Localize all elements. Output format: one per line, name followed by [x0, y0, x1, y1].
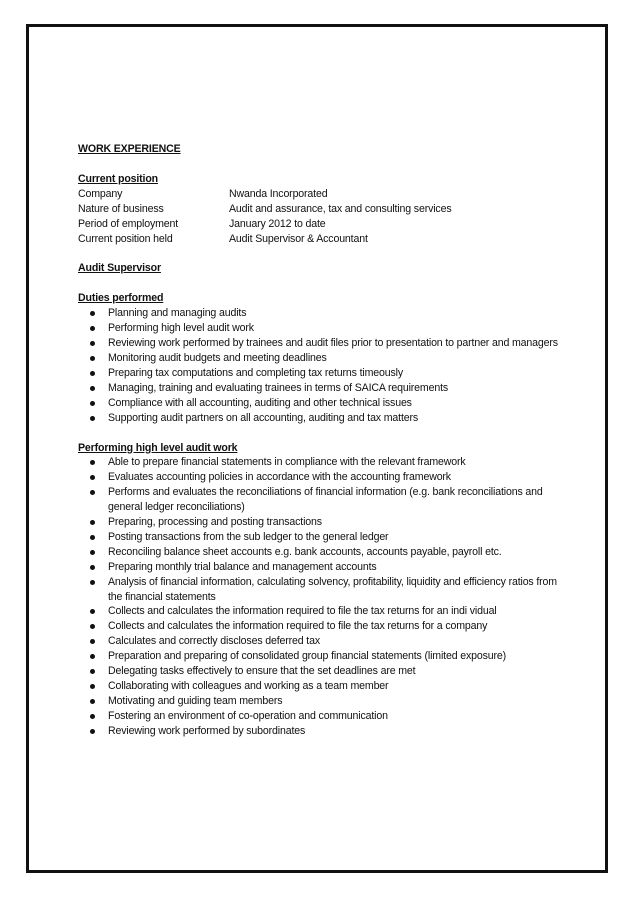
high-level-heading: Performing high level audit work	[78, 441, 238, 454]
list-item: Compliance with all accounting, auditing and other technical issues	[78, 396, 558, 411]
bullet-icon	[90, 654, 95, 659]
bullet-icon	[90, 624, 95, 629]
bullet-icon	[90, 341, 95, 346]
list-item: Reviewing work performed by subordinates	[78, 724, 558, 739]
list-item: Managing, training and evaluating trainees in terms of SAICA requirements	[78, 381, 558, 396]
list-item: Planning and managing audits	[78, 306, 558, 321]
bullet-icon	[90, 639, 95, 644]
bullet-icon	[90, 490, 95, 495]
list-item: Evaluates accounting policies in accordance with the accounting framework	[78, 470, 558, 485]
bullet-icon	[90, 371, 95, 376]
duties-list	[78, 306, 558, 425]
detail-row-period	[78, 217, 558, 232]
list-item: Motivating and guiding team members	[78, 694, 558, 709]
list-item: Analysis of financial information, calculating solvency, profitability, liquidity and efficiency ratios from the financial statements	[78, 575, 558, 605]
bullet-icon	[90, 729, 95, 734]
list-item: Fostering an environment of co-operation and communication	[78, 709, 558, 724]
bullet-icon	[90, 684, 95, 689]
list-item: Reviewing work performed by trainees and audit files prior to presentation to partner and managers	[78, 336, 558, 351]
detail-value: Audit Supervisor & Accountant	[229, 232, 368, 245]
detail-row-nature-of-business	[78, 202, 558, 217]
bullet-icon	[90, 550, 95, 555]
detail-row-company	[78, 187, 558, 202]
list-item: Performing high level audit work	[78, 321, 558, 336]
list-item: Collects and calculates the information required to file the tax returns for a company	[78, 619, 558, 634]
role-title: Audit Supervisor	[78, 262, 161, 275]
detail-value: Nwanda Incorporated	[229, 187, 328, 200]
list-item: Preparation and preparing of consolidated group financial statements (limited exposure)	[78, 649, 558, 664]
duties-heading: Duties performed	[78, 292, 164, 305]
detail-label: Period of employment	[78, 217, 179, 230]
bullet-icon	[90, 460, 95, 465]
bullet-icon	[90, 669, 95, 674]
list-item: Preparing tax computations and completing tax returns timeously	[78, 366, 558, 381]
detail-label: Nature of business	[78, 202, 164, 215]
list-item: Collects and calculates the information required to file the tax returns for an indi vidual	[78, 604, 558, 619]
bullet-icon	[90, 609, 95, 614]
detail-label: Current position held	[78, 232, 173, 245]
bullet-icon	[90, 520, 95, 525]
list-item: Able to prepare financial statements in compliance with the relevant framework	[78, 455, 558, 470]
list-item: Performs and evaluates the reconciliations of financial information (e.g. bank reconciliations and general ledger reconciliations)	[78, 485, 558, 515]
list-item: Preparing, processing and posting transactions	[78, 515, 558, 530]
section-title: WORK EXPERIENCE	[78, 143, 181, 155]
work-experience-section	[78, 142, 558, 739]
detail-row-position-held	[78, 232, 558, 247]
bullet-icon	[90, 416, 95, 421]
bullet-icon	[90, 714, 95, 719]
list-item: Calculates and correctly discloses deferred tax	[78, 634, 558, 649]
bullet-icon	[90, 326, 95, 331]
current-position-details	[78, 187, 558, 247]
list-item: Delegating tasks effectively to ensure that the set deadlines are met	[78, 664, 558, 679]
list-item: Collaborating with colleagues and working as a team member	[78, 679, 558, 694]
detail-value: January 2012 to date	[229, 217, 326, 230]
bullet-icon	[90, 565, 95, 570]
bullet-icon	[90, 386, 95, 391]
list-item: Posting transactions from the sub ledger to the general ledger	[78, 530, 558, 545]
list-item: Monitoring audit budgets and meeting deadlines	[78, 351, 558, 366]
bullet-icon	[90, 535, 95, 540]
bullet-icon	[90, 356, 95, 361]
bullet-icon	[90, 580, 95, 585]
current-position-heading: Current position	[78, 172, 158, 185]
detail-label: Company	[78, 187, 123, 200]
bullet-icon	[90, 699, 95, 704]
list-item: Preparing monthly trial balance and management accounts	[78, 560, 558, 575]
bullet-icon	[90, 401, 95, 406]
bullet-icon	[90, 475, 95, 480]
list-item: Reconciling balance sheet accounts e.g. bank accounts, accounts payable, payroll etc.	[78, 545, 558, 560]
list-item: Supporting audit partners on all accounting, auditing and tax matters	[78, 411, 558, 426]
high-level-list	[78, 455, 558, 738]
detail-value: Audit and assurance, tax and consulting services	[229, 202, 452, 215]
bullet-icon	[90, 311, 95, 316]
